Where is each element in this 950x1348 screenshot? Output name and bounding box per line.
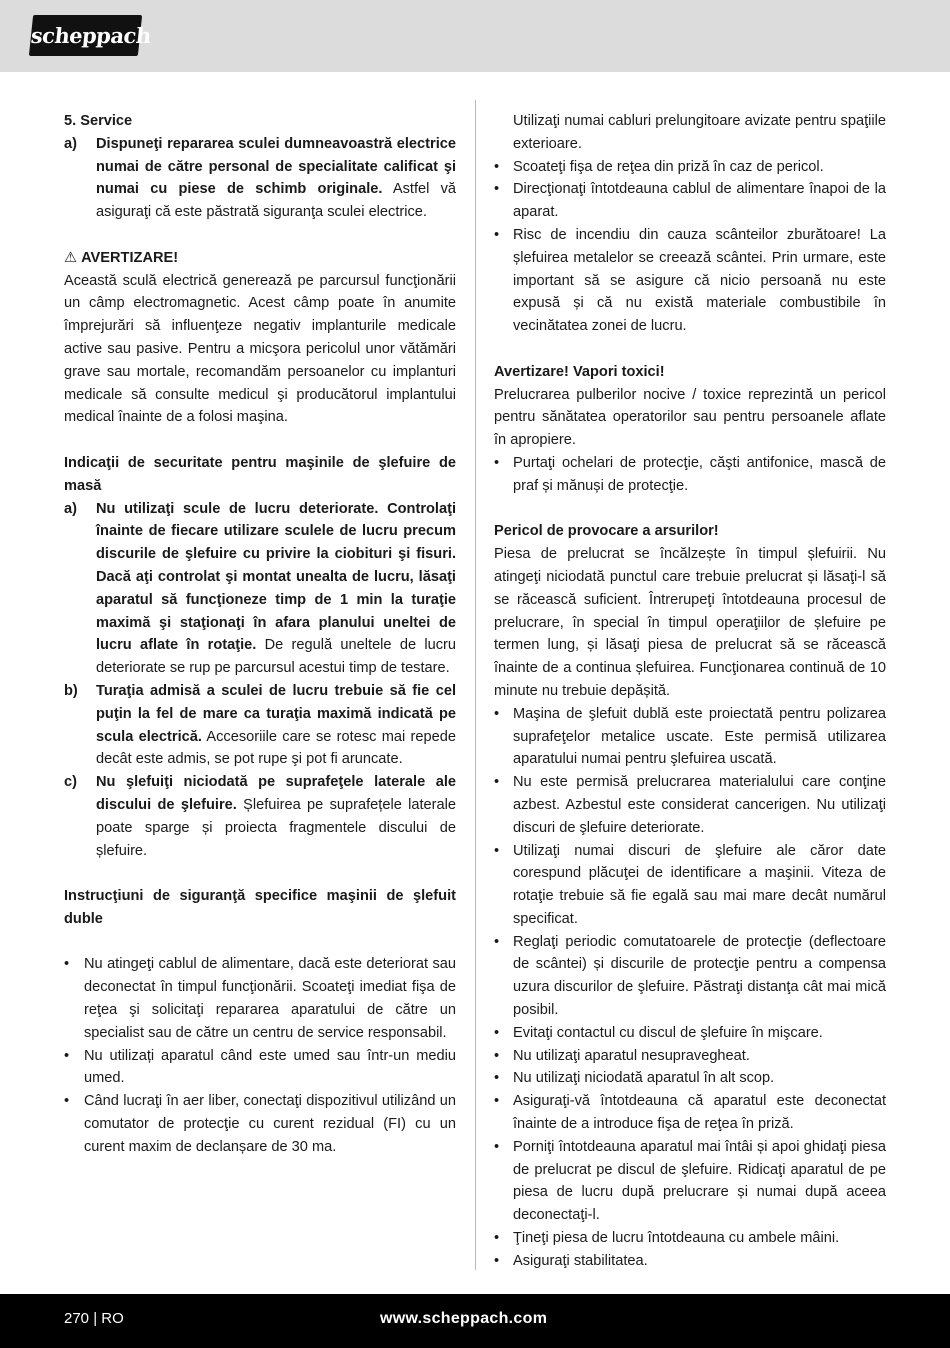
item-label: c)	[64, 774, 77, 791]
list-item: • Nu atingeţi cablul de alimentare, dacă este deteriorat sau deconectat în timpul funcţionării. Scoateţi imediat fişa de reţea şi solicitaţi repararea aparatului de către un specialist sau de către un centru de service responsabil.	[64, 953, 456, 1044]
list-item: • Utilizaţi numai discuri de şlefuire ale căror date corespund plăcuţei de identificare a maşinii. Viteza de rotaţie trebuie să fie egală sau mai mare decât numărul specificat.	[494, 840, 886, 931]
indicatii-item-a	[64, 498, 456, 680]
list-item: • Când lucraţi în aer liber, conectaţi dispozitivul utilizând un comutator de protecţie cu curent rezidual (FI) cu un curent maxim de declanșare de 30 ma.	[64, 1090, 456, 1158]
list-item: • Evitaţi contactul cu discul de şlefuire în mişcare.	[494, 1022, 886, 1045]
left-column	[64, 110, 456, 1159]
page-footer	[0, 1294, 950, 1348]
arsuri-title: Pericol de provocare a arsurilor!	[494, 523, 719, 540]
list-item: • Asiguraţi stabilitatea.	[494, 1250, 886, 1273]
list-item: • Porniţi întotdeauna aparatul mai întâi și apoi ghidaţi piesa de prelucrat pe discul de şlefuire. Ridicaţi aparatul de pe piesa de lucru după prelucrare și numai după aceea deconectaţi-l.	[494, 1136, 886, 1227]
list-item: • Direcţionaţi întotdeauna cablul de alimentare înapoi de la aparat.	[494, 178, 886, 224]
item-label: a)	[64, 135, 77, 152]
warning-heading	[64, 247, 456, 270]
list-item: • Asiguraţi-vă întotdeauna că aparatul este deconectat înainte de a introduce fişa de reţea în priză.	[494, 1090, 886, 1136]
list-item: • Scoateţi fişa de reţea din priză în caz de pericol.	[494, 156, 886, 179]
right-column	[494, 110, 886, 1273]
page-header	[0, 0, 950, 72]
list-item: • Nu utilizaţi niciodată aparatul în alt scop.	[494, 1067, 886, 1090]
list-item: • Risc de incendiu din cauza scânteilor zburătoare! La șlefuirea metalelor se creează scântei. Prin urmare, este important să se asigure că nicio persoană nu este expusă și că nu există materiale combustibile în vecinătatea zonei de lucru.	[494, 224, 886, 338]
item-text: Accesoriile care se rotesc mai repede decât este admis, se pot rupe şi pot fi aruncate.	[96, 728, 456, 768]
item-bold-text: Dispuneţi repararea sculei dumneavoastră electrice numai de către personal de specialitate calificat şi numai cu piese de schimb originale.	[96, 135, 456, 198]
item-label: b)	[64, 682, 78, 699]
website-link[interactable]: www.scheppach.com	[380, 1310, 548, 1327]
list-item: • Nu utilizați aparatul când este umed sau într-un mediu umed.	[64, 1045, 456, 1091]
service-title: 5. Service	[64, 113, 133, 129]
list-item: • Purtaţi ochelari de protecţie, căşti antifonice, mască de praf și mănuși de protecţie.	[494, 452, 886, 498]
instructiuni-title: Instrucţiuni de siguranţă specifice maşinii de şlefuit duble	[64, 888, 456, 927]
warning-text: Această sculă electrică generează pe parcursul funcţionării un câmp electromagnetic. Acest câmp poate în anumite împrejurări să influenţeze negativ implanturile medicale active sau pasive. Pentru a micşora pericolul unor vătămări grave sau mortale, recomandăm persoanelor cu implanturi medicale să consulte medicul şi producătorul implantului medical înainte de a folosi maşina.	[64, 272, 456, 426]
indicatii-title: Indicaţii de securitate pentru maşinile de şlefuire de masă	[64, 454, 456, 494]
vapori-title: Avertizare! Vapori toxici!	[494, 363, 665, 380]
list-item: • Nu este permisă prelucrarea materialului care conţine azbest. Azbestul este considerat cancerigen. Nu utilizaţi discuri de şlefuire deteriorate.	[494, 771, 886, 839]
continued-text: Utilizaţi numai cabluri prelungitoare avizate pentru spaţiile exterioare.	[513, 113, 886, 152]
item-bold-text: Nu utilizaţi scule de lucru deteriorate. Controlaţi înainte de fiecare utilizare sculele de lucru precum discurile de şlefuire cu privire la ciobituri şi fisuri. Dacă aţi controlat şi montat unealta de lucru, lăsaţi aparatul să funcţioneze timp de 1 min la turaţie maximă şi staţionaţi în afara planului uneltei de lucru aflate în rotaţie.	[96, 500, 456, 654]
warning-title: AVERTIZARE!	[81, 249, 179, 266]
item-label: a)	[64, 500, 77, 517]
list-item: • Reglaţi periodic comutatoarele de protecţie (deflectoare de scântei) și discurile de protecţie pentru a compensa uzura discurilor de şlefuire. Păstraţi distanţa cât mai mică posibil.	[494, 931, 886, 1022]
warning-triangle-icon: ⚠	[64, 249, 78, 266]
indicatii-item-c	[64, 771, 456, 862]
item-bold-text: Nu şlefuiţi niciodată pe suprafeţele laterale ale discului de şlefuire.	[96, 774, 456, 813]
item-bold-text: Turaţia admisă a sculei de lucru trebuie să fie cel puţin la fel de mare ca turaţia maximă indicată pe scula electrică.	[96, 682, 456, 745]
item-text: Astfel vă asiguraţi că este păstrată siguranţa sculei electrice.	[96, 181, 456, 221]
list-item: • Nu utilizaţi aparatul nesupravegheat.	[494, 1045, 886, 1068]
list-item: • Maşina de şlefuit dublă este proiectată pentru polizarea suprafeţelor metalice uscate. Este permisă utilizarea aparatului numai pentru şlefuirea uscată.	[494, 703, 886, 771]
service-item-a	[64, 133, 456, 224]
scheppach-logo: scheppach	[29, 15, 142, 56]
vapori-text: Prelucrarea pulberilor nocive / toxice reprezintă un pericol pentru sănătatea operatorilor sau pentru persoanele aflate în apropiere.	[494, 386, 886, 449]
column-divider	[475, 100, 476, 1270]
list-item: • Ţineţi piesa de lucru întotdeauna cu ambele mâini.	[494, 1227, 886, 1250]
indicatii-item-b	[64, 680, 456, 771]
item-text: Șlefuirea pe suprafețele laterale poate sparge și proiecta fragmentele discului de șlefuire.	[96, 796, 457, 859]
page-number: 270 | RO	[64, 1310, 124, 1327]
item-text: De regulă uneltele de lucru deteriorate se rup pe parcursul acestui timp de testare.	[96, 637, 456, 677]
arsuri-text: Piesa de prelucrat se încălzește în timpul șlefuirii. Nu atingeţi niciodată punctul care trebuie prelucrat și lăsaţi-l să se răcească suficient. Întrerupeţi întotdeauna procesul de prelucrare, în special în timpul operaţiilor de șlefuire pe termen lung, și lăsaţi piesa de prelucrat să se răcească înainte de a continua șlefuirea. Funcţionarea continuă de 10 minute nu trebuie depășită.	[494, 546, 886, 699]
